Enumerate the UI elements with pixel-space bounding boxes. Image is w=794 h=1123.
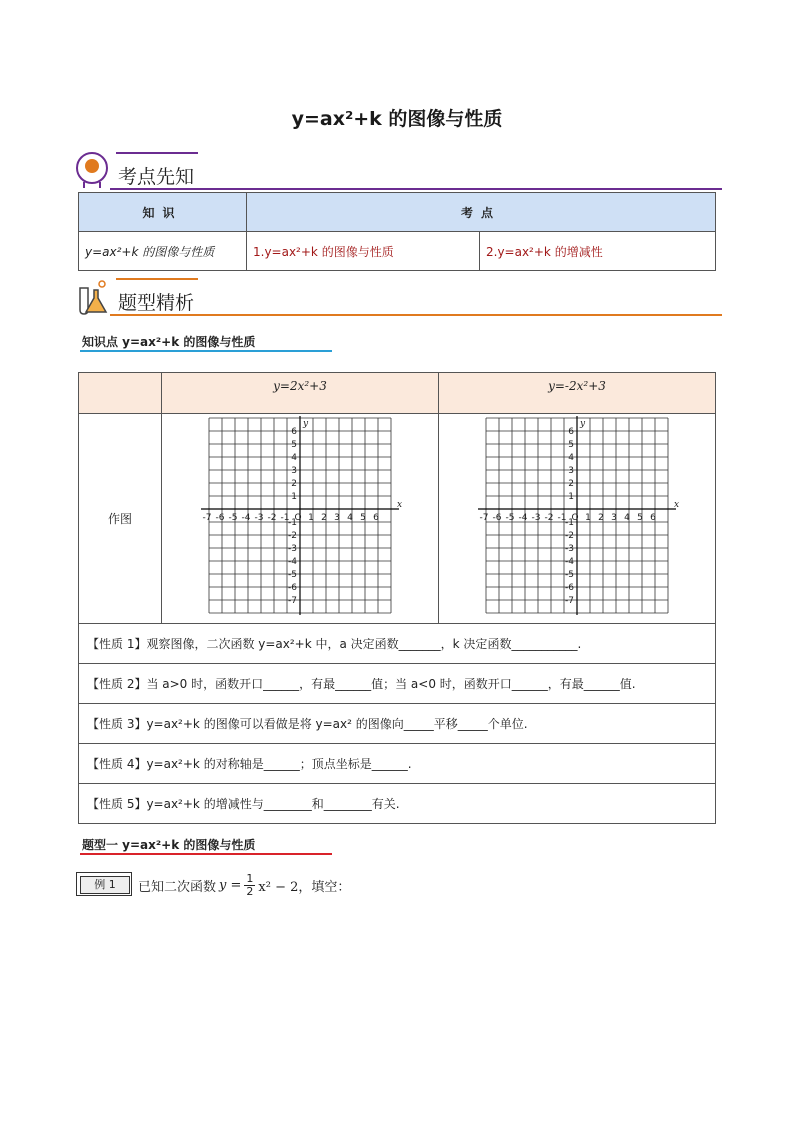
grid-cell-1: [162, 414, 439, 624]
grid-cell-2: [439, 414, 716, 624]
x-tick-label: O: [294, 513, 302, 523]
x-tick-label: -6: [492, 513, 502, 523]
func-header-1: y=2x²+3: [162, 373, 439, 414]
brain-head-icon: [72, 150, 112, 190]
y-tick-label: -5: [288, 570, 297, 580]
property-5: 【性质 5】y=ax²+k 的增减性与________和________有关.: [79, 784, 716, 824]
example-y: y =: [219, 878, 242, 893]
y-tick-label: -6: [288, 583, 297, 593]
property-3: 【性质 3】y=ax²+k 的图像可以看做是将 y=ax² 的图像向_____平移_____个单位.: [79, 704, 716, 744]
section-title: 题型精析: [118, 292, 195, 314]
x-axis-label: x: [674, 500, 680, 510]
x-tick-label: -2: [267, 513, 277, 523]
x-tick-label: 5: [637, 513, 643, 523]
y-tick-label: 5: [568, 440, 574, 450]
x-tick-label: 3: [334, 513, 340, 523]
x-tick-label: -4: [241, 513, 251, 523]
subheading-knowledge: 知识点 y=ax²+k 的图像与性质: [82, 335, 256, 349]
page-title: y=ax²+k 的图像与性质: [291, 108, 503, 130]
x-tick-label: 3: [611, 513, 617, 523]
section-title: 考点先知: [118, 166, 195, 188]
y-tick-label: -6: [565, 583, 574, 593]
func-header-2: y=-2x²+3: [439, 373, 716, 414]
section-underline: [110, 314, 722, 316]
y-tick-label: 2: [568, 479, 574, 489]
header-knowledge: 知识: [79, 193, 247, 232]
x-tick-label: -1: [557, 513, 567, 523]
point-cell-2: 2.y=ax²+k 的增减性: [480, 232, 716, 271]
x-tick-label: -7: [202, 513, 212, 523]
coordinate-grid-1: [163, 415, 437, 619]
y-tick-label: 2: [291, 479, 297, 489]
section-header-kaodian: [72, 150, 722, 192]
x-tick-label: -3: [254, 513, 264, 523]
y-tick-label: -2: [288, 531, 297, 541]
x-tick-label: 4: [624, 513, 630, 523]
fraction: [244, 873, 255, 898]
x-tick-label: 1: [308, 513, 314, 523]
x-tick-label: 4: [347, 513, 353, 523]
x-tick-label: 6: [373, 513, 379, 523]
coordinate-grid-2: [440, 415, 714, 619]
y-tick-label: -4: [288, 557, 297, 567]
point-cell-1: 1.y=ax²+k 的图像与性质: [247, 232, 480, 271]
x-axis-label: x: [397, 500, 403, 510]
decor-line: [116, 152, 198, 154]
y-tick-label: 3: [568, 466, 574, 476]
x-tick-label: -5: [228, 513, 238, 523]
y-tick-label: 6: [568, 427, 574, 437]
x-tick-label: 5: [360, 513, 366, 523]
example-label: 例 1: [80, 876, 130, 894]
y-tick-label: 4: [568, 453, 574, 463]
x-tick-label: 2: [321, 513, 327, 523]
knowledge-cell: y=ax²+k 的图像与性质: [79, 232, 247, 271]
empty-header-cell: [79, 373, 162, 414]
section-header-tixing: [72, 276, 722, 318]
y-tick-label: 6: [291, 427, 297, 437]
x-tick-label: -6: [215, 513, 225, 523]
property-1: 【性质 1】观察图像，二次函数 y=ax²+k 中，a 决定函数_______，k 决定函数___________.: [79, 624, 716, 664]
y-axis-label: y: [580, 419, 586, 429]
y-tick-label: 3: [291, 466, 297, 476]
y-tick-label: -4: [565, 557, 574, 567]
x-tick-label: 6: [650, 513, 656, 523]
x-tick-label: O: [571, 513, 579, 523]
x-tick-label: -5: [505, 513, 515, 523]
denominator: 2: [246, 885, 254, 898]
properties-table: [78, 372, 716, 824]
y-tick-label: -1: [288, 518, 297, 528]
x-tick-label: 1: [585, 513, 591, 523]
x-tick-label: -2: [544, 513, 554, 523]
y-axis-label: y: [303, 419, 309, 429]
example-text: [138, 873, 350, 898]
example-prefix: 已知二次函数: [138, 880, 217, 895]
y-tick-label: 1: [568, 492, 574, 502]
x-tick-label: -4: [518, 513, 528, 523]
x-tick-label: -7: [479, 513, 489, 523]
knowledge-table: [78, 192, 716, 271]
subheading-underline: [80, 350, 332, 352]
header-points: 考点: [247, 193, 716, 232]
x-tick-label: -3: [531, 513, 541, 523]
subheading-type1: 题型一 y=ax²+k 的图像与性质: [82, 838, 256, 852]
chemistry-flask-icon: [72, 276, 112, 316]
property-4: 【性质 4】y=ax²+k 的对称轴是______；顶点坐标是______.: [79, 744, 716, 784]
y-tick-label: 5: [291, 440, 297, 450]
row-label-draw: 作图: [79, 414, 162, 624]
y-tick-label: -2: [565, 531, 574, 541]
subheading-underline: [80, 853, 332, 855]
y-tick-label: 1: [291, 492, 297, 502]
y-tick-label: -1: [565, 518, 574, 528]
y-tick-label: -5: [565, 570, 574, 580]
example-tag: [76, 872, 132, 896]
x-tick-label: 2: [598, 513, 604, 523]
decor-line: [116, 278, 198, 280]
section-underline: [110, 188, 722, 190]
y-tick-label: -7: [288, 596, 297, 606]
numerator: 1: [246, 872, 254, 885]
y-tick-label: -7: [565, 596, 574, 606]
example-tail: x² − 2，填空：: [258, 880, 351, 895]
property-2: 【性质 2】当 a>0 时，函数开口______，有最______值；当 a<0 时，函数开口______，有最______值.: [79, 664, 716, 704]
x-tick-label: -1: [280, 513, 290, 523]
y-tick-label: -3: [288, 544, 297, 554]
y-tick-label: 4: [291, 453, 297, 463]
y-tick-label: -3: [565, 544, 574, 554]
